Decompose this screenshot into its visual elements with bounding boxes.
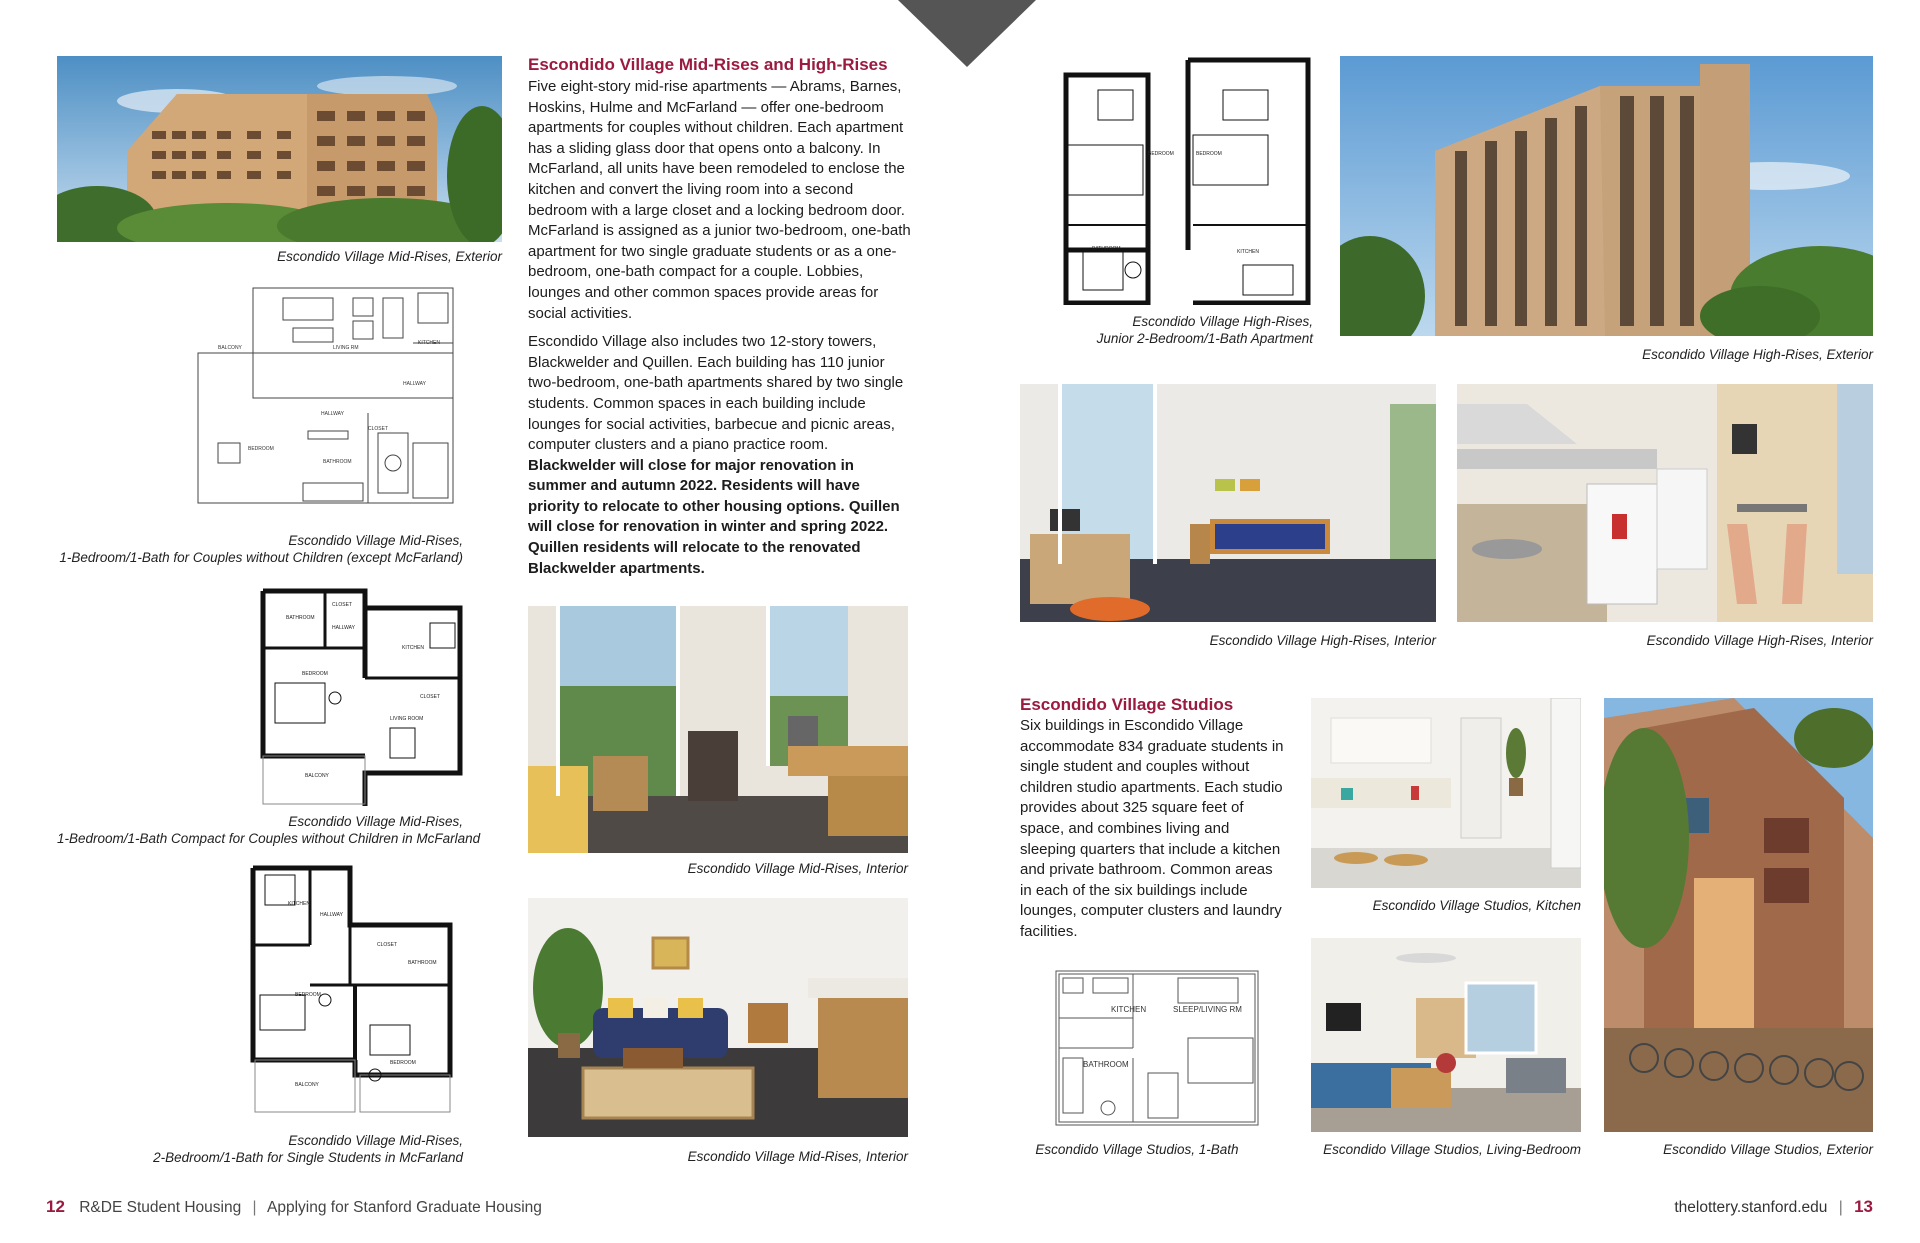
fp2-label-closet2: CLOSET: [420, 694, 441, 700]
caption-studio-exterior: Escondido Village Studios, Exterior: [1663, 1142, 1873, 1157]
fp2-label-balcony: BALCONY: [305, 773, 329, 779]
midrise-heading: Escondido Village Mid-Rises and High-Rises: [528, 55, 888, 74]
hr-fp-label-bathroom: BATHROOM: [1092, 246, 1121, 252]
fp1-label-hallway: HALLWAY: [403, 381, 426, 387]
fp2-label-bathroom: BATHROOM: [286, 615, 315, 621]
caption-fp3-line2: 2-Bedroom/1-Bath for Single Students in McFarland: [153, 1150, 463, 1165]
studios-body: Six buildings in Escondido Village accommodate 834 graduate students in single student and couples without children studio apartments. Each studio provides about 325 square feet of space, and combines living and sleeping quarters that include a kitchen and private bathroom. Common areas in each of the six buildings include lounges, computer clusters and laundry facilities.: [1020, 717, 1284, 940]
caption-hr-interior-2: Escondido Village High-Rises, Interior: [1646, 633, 1873, 648]
fp1-label-closet: CLOSET: [368, 426, 389, 432]
floorplan-midrise-compact: [260, 588, 465, 806]
studio-fp-label-bathroom: BATHROOM: [1083, 1060, 1129, 1069]
floorplan-midrise-1bed: [193, 283, 463, 523]
hr-fp-label-kitchen: KITCHEN: [1237, 249, 1259, 255]
caption-fp3-line1: Escondido Village Mid-Rises,: [288, 1133, 463, 1148]
footer-left-text1: R&DE Student Housing: [79, 1199, 242, 1216]
caption-hr-fp-line2: Junior 2-Bedroom/1-Bath Apartment: [1096, 331, 1313, 346]
midrise-para2-text: Escondido Village also includes two 12-story towers, Blackwelder and Quillen. Each building has 110 junior two-bedroom, one-bath apartments shared by two single students. Common spaces in each building include lounges for social activities, barbecue and picnic areas, computer clusters and a piano practice room.: [528, 333, 904, 454]
page-number-13: 13: [1854, 1197, 1873, 1216]
fp2-label-closet: CLOSET: [332, 602, 353, 608]
fp3-label-bedroom: BEDROOM: [295, 992, 321, 998]
page-divider-triangle: [898, 0, 1036, 67]
fp1-label-living: LIVING RM: [333, 345, 359, 351]
caption-fp1-line2: 1-Bedroom/1-Bath for Couples without Children (except McFarland): [59, 550, 463, 565]
fp1-label-hallway2: HALLWAY: [321, 411, 344, 417]
caption-midrise-interior-2: Escondido Village Mid-Rises, Interior: [687, 1149, 908, 1164]
caption-studio-kitchen: Escondido Village Studios, Kitchen: [1372, 898, 1581, 913]
highrise-interior-photo-1: [1020, 384, 1436, 622]
fp3-label-balcony: BALCONY: [295, 1082, 319, 1088]
midrise-para2: [528, 332, 912, 579]
hr-fp-label-bedroom2: BEDROOM: [1196, 151, 1222, 157]
caption-hr-exterior: Escondido Village High-Rises, Exterior: [1642, 347, 1873, 362]
studio-fp-label-sleep: SLEEP/LIVING RM: [1173, 1005, 1242, 1014]
floorplan-midrise-2bed: [250, 865, 455, 1115]
fp2-label-bedroom: BEDROOM: [302, 671, 328, 677]
caption-studio-fp: Escondido Village Studios, 1-Bath: [1035, 1142, 1239, 1157]
fp2-label-kitchen: KITCHEN: [402, 645, 424, 651]
caption-fp2-line1: Escondido Village Mid-Rises,: [288, 814, 463, 829]
footer-separator: |: [252, 1199, 257, 1216]
fp3-label-bathroom: BATHROOM: [408, 960, 437, 966]
footer-left: [46, 1197, 542, 1217]
floorplan-studio: [1053, 968, 1261, 1128]
fp1-label-bathroom: BATHROOM: [323, 459, 352, 465]
caption-fp1-line1: Escondido Village Mid-Rises,: [288, 533, 463, 548]
caption-midrise-exterior: Escondido Village Mid-Rises, Exterior: [277, 249, 502, 264]
caption-hr-fp-line1: Escondido Village High-Rises,: [1132, 314, 1313, 329]
fp1-label-bedroom: BEDROOM: [248, 446, 274, 452]
highrise-exterior-photo: [1340, 56, 1873, 336]
fp3-label-hallway: HALLWAY: [320, 912, 343, 918]
studio-kitchen-photo: [1311, 698, 1581, 888]
studio-exterior-photo: [1604, 698, 1873, 1132]
page-number-12: 12: [46, 1197, 65, 1216]
caption-midrise-interior-1: Escondido Village Mid-Rises, Interior: [687, 861, 908, 876]
studio-fp-label-kitchen: KITCHEN: [1111, 1005, 1147, 1014]
footer-right-separator: |: [1838, 1199, 1843, 1216]
fp1-label-kitchen: KITCHEN: [418, 340, 440, 346]
caption-studio-living: Escondido Village Studios, Living-Bedroom: [1323, 1142, 1581, 1157]
midrise-body: [528, 77, 912, 587]
caption-hr-interior-1: Escondido Village High-Rises, Interior: [1209, 633, 1436, 648]
midrise-interior-photo-1: [528, 606, 908, 853]
hr-fp-label-bedroom1: BEDROOM: [1148, 151, 1174, 157]
midrise-interior-photo-2: [528, 898, 908, 1137]
studios-heading: Escondido Village Studios: [1020, 695, 1234, 714]
midrise-para1: Five eight-story mid-rise apartments — Abrams, Barnes, Hoskins, Hulme and McFarland — offer one-bedroom apartments for couples without children. Each apartment has a sliding glass door that opens onto a balcony. In McFarland, all units have been remodeled to enclose the kitchen and convert the living room into a second bedroom with a large closet and a locking bedroom door. McFarland is assigned as a junior two-bedroom, one-bath apartment for two single graduate students or as a one-bedroom, one-bath compact for a couple. Lobbies, lounges and other common spaces provide areas for social activities.: [528, 78, 911, 322]
midrise-para2-bold: Blackwelder will close for major renovation in summer and autumn 2022. Residents will have priority to relocate to other housing options. Quillen will close for renovation in winter and spring 2022. Quillen residents will relocate to the renovated Blackwelder apartments.: [528, 456, 900, 577]
footer-left-text2: Applying for Stanford Graduate Housing: [267, 1199, 542, 1216]
fp2-label-hallway: HALLWAY: [332, 625, 355, 631]
fp3-label-bedroom2: BEDROOM: [390, 1060, 416, 1066]
fp2-label-living: LIVING ROOM: [390, 716, 424, 722]
highrise-interior-photo-2: [1457, 384, 1873, 622]
footer-url-link[interactable]: thelottery.stanford.edu: [1674, 1199, 1828, 1216]
caption-fp2-line2: 1-Bedroom/1-Bath Compact for Couples without Children in McFarland: [57, 831, 481, 846]
footer-right: [1674, 1197, 1873, 1217]
fp3-label-closet: CLOSET: [377, 942, 398, 948]
fp1-label-balcony: BALCONY: [218, 345, 242, 351]
midrise-exterior-photo: [57, 56, 502, 242]
studio-living-photo: [1311, 938, 1581, 1132]
fp3-label-kitchen: KITCHEN: [288, 901, 310, 907]
floorplan-highrise-junior-2bed: [1063, 55, 1311, 305]
